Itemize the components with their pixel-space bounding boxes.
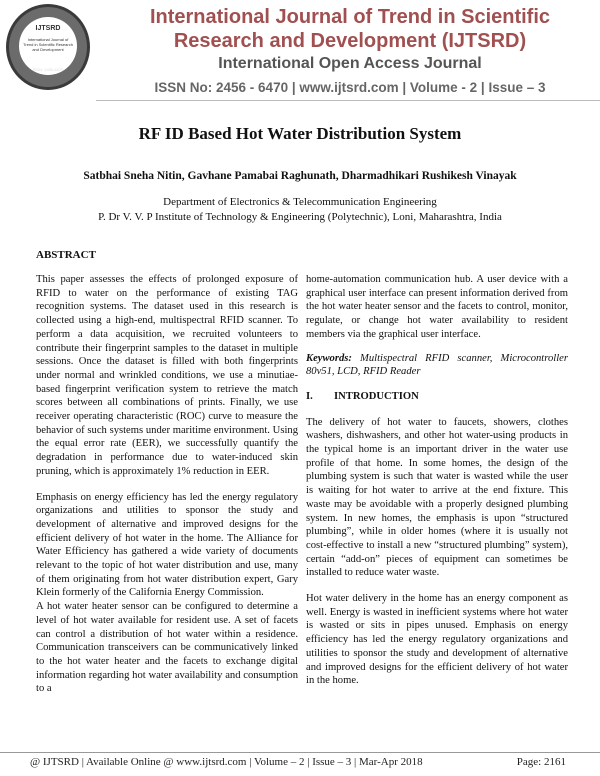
footer-divider (0, 752, 600, 753)
page-number: Page: 2161 (516, 756, 566, 768)
keywords-list: Multispectral RFID scanner, Microcontroller 80v51, LCD, RFID Reader (306, 352, 568, 378)
abstract-paragraph-4: home-automation communication hub. A user device with a graphical user interface can present information derived from the hot water heater sensor and the facets to control, monitor, regulate, or change hot water availability to resident members via the graphical user interface. (306, 274, 568, 340)
journal-subtitle: International Open Access Journal (218, 55, 482, 72)
journal-header (0, 0, 600, 100)
abstract-paragraph-2: Emphasis on energy efficiency has led the energy regulatory organizations and utilities to sponsor the study and development of alternative and improved designs for the efficient delivery of hot water in the home. The Alliance for Water Efficiency has gathered a wide variety of documents relevant to the topic of hot water distribution and use, many of them originating from hot water distribution expert, Gary Klein formerly of the California Energy Commission. (36, 491, 298, 599)
author-institute: P. Dr V. V. P Institute of Technology & Engineering (Polytechnic), Loni, Maharashtra, India (98, 211, 502, 223)
keywords (306, 352, 568, 379)
right-column (306, 273, 568, 688)
logo-issn: ISSN: 2456-6470 (32, 67, 64, 72)
author-department: Department of Electronics & Telecommunication Engineering (163, 196, 437, 208)
issn-line: ISSN No: 2456 - 6470 | www.ijtsrd.com | Volume - 2 | Issue – 3 (154, 80, 546, 95)
header-divider (96, 100, 600, 101)
paper-authors: Satbhai Sneha Nitin, Gavhane Pamabai Raghunath, Dharmadhikari Rushikesh Vinayak (83, 170, 517, 182)
section-title: INTRODUCTION (334, 390, 419, 402)
journal-name-line1: International Journal of Trend in Scientific (149, 6, 551, 28)
journal-name-line2: Research and Development (IJTSRD) (173, 30, 527, 52)
abstract-paragraph-1: This paper assesses the effects of prolonged exposure of RFID to water on the performance of existing TAG recognition systems. The dataset used in this research is collected using a high-end, multispectral RFID scanner. To perform a data acquisition, we recruited volunteers to contribute their fingerprint samples to the dataset in multiple sessions. Once the dataset is filled with both fingerprints under normal and wrinkled conditions, we use a minutiae-based fingerprint verification system to retrieve the match scores between all combinations of prints. Finally, we use receiver operating characteristic (ROC) curve to measure the behavior of such systems under maritime environment. Using the equal error rate (EER), we successfully quantify the degradation in performance due to water-induced skin pruning, which is approximately 1% reduction in EER. (36, 274, 298, 477)
footer-text: @ IJTSRD | Available Online @ www.ijtsrd.com | Volume – 2 | Issue – 3 | Mar-Apr 2018 (30, 756, 423, 768)
intro-paragraph-1: The delivery of hot water to faucets, showers, clothes washers, dishwashers, and other hot water-using products in the typical home is an important driver in the water use profile of that home. In some homes, the design of the plumbing system is such that water is wasted while the user is waiting for hot water to arrive at the end fixture. This waste may be avoidable with a properly designed plumbing system. In new homes, the emphasis is upon “structured plumbing”, while in older homes (where it is usually not cost-effective to install a new “structured plumbing” system), certain “add-on” pieces of equipment can sometimes be installed to reduce water waste. (306, 416, 568, 579)
section-number: I. (306, 390, 313, 402)
journal-logo (6, 4, 90, 90)
intro-paragraph-2: Hot water delivery in the home has an energy component as well. Energy is wasted in inefficient systems where hot water is wasted or sits in pipes unused. Emphasis on energy efficiency has led the energy regulatory organizations and utilities to sponsor the study and development of alternative and improved designs for the efficient delivery of hot water in the home. (306, 593, 568, 687)
keywords-label: Keywords: (306, 352, 352, 364)
logo-text: IJTSRD (35, 25, 61, 32)
left-column (36, 273, 298, 696)
section-heading (306, 390, 568, 404)
paper-title: RF ID Based Hot Water Distribution System (138, 124, 462, 143)
abstract-paragraph-3: A hot water heater sensor can be configured to determine a level of hot water available for resident use. A set of facets can control a distribution of hot water within a residence. Communication transceivers can be communicatively linked to the hot water heater and the facets to exchange digital information regarding hot water availability and consumption to a (36, 601, 298, 695)
logo-subtext: International Journal of Trend in Scientific Research and Development (23, 37, 73, 52)
abstract-heading: ABSTRACT (36, 249, 96, 261)
